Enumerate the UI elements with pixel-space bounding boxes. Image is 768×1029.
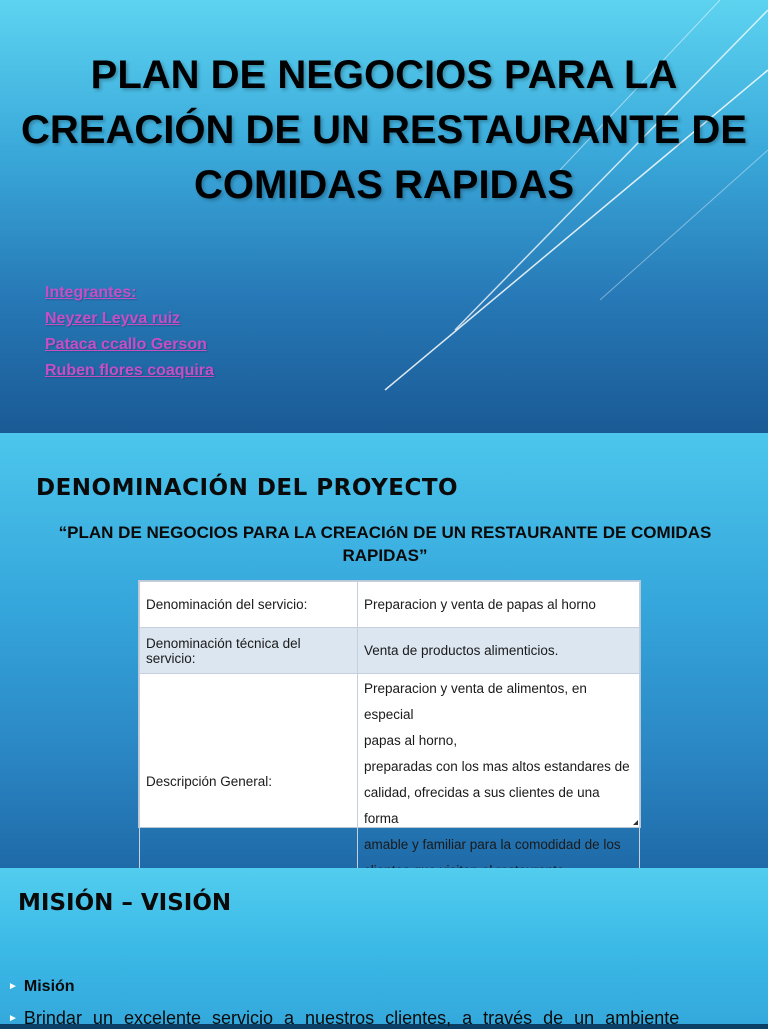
members-list — [45, 280, 214, 384]
denomination-table — [139, 581, 640, 889]
slide-title: PLAN DE NEGOCIOS PARA LA CREACIÓN DE UN RESTAURANTE DE COMIDAS RAPIDAS — [21, 53, 747, 207]
slide-heading: MISIÓN – VISIÓN — [18, 890, 232, 916]
description-line: calidad, ofrecidas a sus clientes de una forma — [364, 785, 600, 826]
description-line: preparadas con los mas altos estandares de — [364, 759, 630, 774]
mission-label: Misión — [23, 978, 75, 995]
project-quote: “PLAN DE NEGOCIOS PARA LA CREACIóN DE UN RESTAURANTE DE COMIDAS RAPIDAS” — [58, 523, 712, 565]
description-line: Preparacion y venta de alimentos, en especial — [364, 681, 587, 722]
table-cell-label: Descripción General: — [140, 674, 358, 889]
member-link[interactable]: Neyzer Leyva ruiz — [45, 310, 181, 327]
slide-heading: DENOMINACIÓN DEL PROYECTO — [36, 475, 459, 501]
table-row — [140, 674, 640, 889]
resize-handle-icon — [633, 820, 638, 825]
mission-text: Brindar un excelente servicio a nuestros clientes, a través de un ambiente — [23, 1008, 680, 1028]
mission-paragraph — [8, 1008, 768, 1029]
table-cell-label: Denominación del servicio: — [140, 582, 358, 628]
title-slide — [0, 0, 768, 433]
triangle-bullet-icon: ► — [8, 1012, 18, 1024]
mission-vision-slide — [0, 868, 768, 1028]
description-line: papas al horno, — [364, 733, 458, 748]
table-row — [140, 582, 640, 628]
table-cell-value — [358, 674, 640, 889]
member-link[interactable]: Ruben flores coaquira — [45, 362, 214, 379]
table-cell-value: Preparacion y venta de papas al horno — [358, 582, 640, 628]
member-link[interactable]: Pataca ccallo Gerson — [45, 336, 207, 353]
table-cell-value: Venta de productos alimenticios. — [358, 628, 640, 674]
description-line: amable y familiar para la comodidad de los — [364, 837, 621, 852]
triangle-bullet-icon: ► — [8, 981, 18, 992]
mission-bullet — [8, 978, 75, 996]
denomination-table-container — [138, 580, 641, 852]
project-denomination-slide — [0, 433, 768, 868]
members-heading-link[interactable]: Integrantes: — [45, 284, 137, 301]
table-cell-label: Denominación técnica del servicio: — [140, 628, 358, 674]
table-row — [140, 628, 640, 674]
